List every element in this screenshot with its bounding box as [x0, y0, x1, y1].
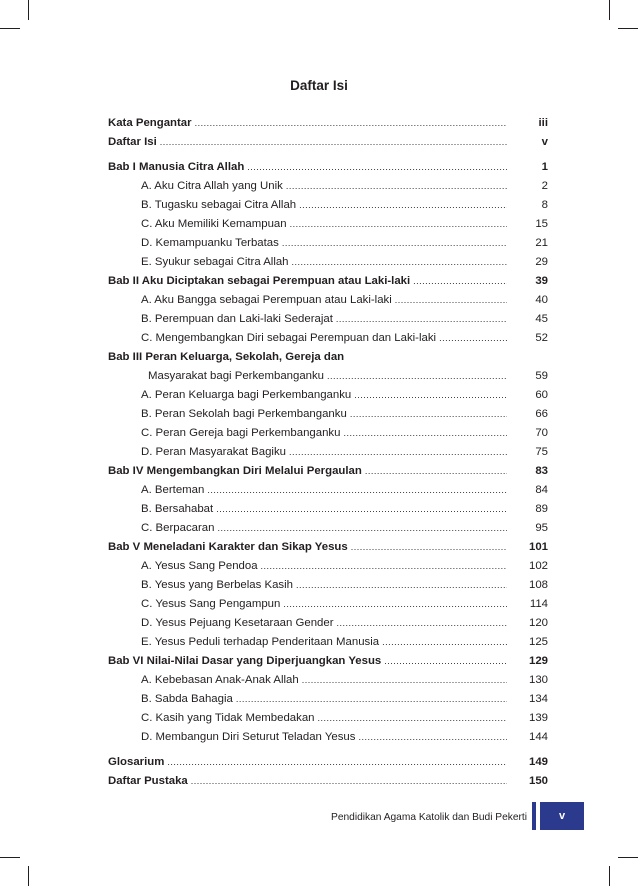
toc-page-number: 125 [528, 636, 548, 648]
toc-page-number: 83 [535, 465, 548, 477]
toc-subentry [108, 405, 548, 424]
toc-entry [108, 753, 548, 772]
toc-entry [108, 462, 548, 481]
toc-page-number: 66 [535, 408, 548, 420]
toc-entry-label: E. Syukur sebagai Citra Allah [141, 256, 289, 268]
toc-entry-label: Bab IV Mengembangkan Diri Melalui Pergaulan [108, 465, 362, 477]
toc-entry-label: D. Yesus Pejuang Kesetaraan Gender [141, 617, 334, 629]
toc-entry-label: Kata Pengantar [108, 117, 192, 129]
dot-leader [286, 177, 507, 196]
toc-page-number: 102 [528, 560, 548, 572]
dot-leader [247, 158, 507, 177]
toc-entry-label: Bab I Manusia Citra Allah [108, 161, 245, 173]
toc-subentry [108, 386, 548, 405]
toc-entry-label: D. Kemampuanku Terbatas [141, 237, 279, 249]
toc-page-number: 89 [535, 503, 548, 515]
toc-entry-label: A. Peran Keluarga bagi Perkembanganku [141, 389, 352, 401]
toc-entry [108, 772, 548, 791]
dot-leader [439, 329, 507, 348]
dot-leader [302, 671, 507, 690]
toc-entry-label: Bab II Aku Diciptakan sebagai Perempuan atau Laki-laki [108, 275, 411, 287]
toc-entry-label: A. Berteman [141, 484, 205, 496]
toc-subentry [108, 215, 548, 234]
dot-leader [236, 690, 507, 709]
toc-entry-label: A. Aku Bangga sebagai Perempuan atau Laki-laki [141, 294, 392, 306]
toc-subentry [108, 500, 548, 519]
toc-entry [108, 367, 548, 386]
toc-subentry [108, 234, 548, 253]
footer-page-number: v [540, 802, 584, 830]
dot-leader [365, 462, 507, 481]
dot-leader [217, 519, 507, 538]
toc-entry-label: B. Sabda Bahagia [141, 693, 233, 705]
toc-entry-label: Bab V Meneladani Karakter dan Sikap Yesus [108, 541, 348, 553]
toc-entry-label: Daftar Pustaka [108, 775, 188, 787]
dot-leader [160, 133, 507, 152]
dot-leader [384, 652, 507, 671]
crop-mark [0, 28, 20, 29]
toc-entry-label: B. Yesus yang Berbelas Kasih [141, 579, 293, 591]
dot-leader [382, 633, 507, 652]
footer-accent-bar [532, 802, 536, 830]
toc-page-number: 1 [541, 161, 548, 173]
toc-subentry [108, 310, 548, 329]
dot-leader [337, 614, 507, 633]
toc-entry-label: C. Mengembangkan Diri sebagai Perempuan dan Laki-laki [141, 332, 437, 344]
toc-entry-label: C. Peran Gereja bagi Perkembanganku [141, 427, 341, 439]
toc-entry-label: B. Perempuan dan Laki-laki Sederajat [141, 313, 333, 325]
toc-entry-label: Masyarakat bagi Perkembanganku [148, 370, 325, 382]
toc-page-number: 150 [528, 775, 548, 787]
toc-entry-label: C. Kasih yang Tidak Membedakan [141, 712, 315, 724]
dot-leader [283, 595, 507, 614]
dot-leader [336, 310, 507, 329]
toc-page-number: 130 [528, 674, 548, 686]
toc-page-number: 52 [535, 332, 548, 344]
toc-page-number: 15 [535, 218, 548, 230]
toc-entry-label: A. Aku Citra Allah yang Unik [141, 180, 283, 192]
toc-subentry [108, 709, 548, 728]
toc-page-number: 60 [535, 389, 548, 401]
toc-subentry [108, 519, 548, 538]
page-title: Daftar Isi [290, 78, 348, 93]
footer-book-title: Pendidikan Agama Katolik dan Budi Pekerti [331, 812, 527, 823]
toc-page-number: 108 [528, 579, 548, 591]
dot-leader [317, 709, 507, 728]
toc-subentry [108, 633, 548, 652]
toc-entry-label: A. Kebebasan Anak-Anak Allah [141, 674, 299, 686]
toc-page-number: 114 [529, 598, 548, 610]
toc-page-number: 144 [528, 731, 548, 743]
crop-mark [28, 866, 29, 886]
toc-subentry [108, 177, 548, 196]
toc-entry-label: B. Peran Sekolah bagi Perkembanganku [141, 408, 347, 420]
crop-mark [28, 0, 29, 20]
toc-entry [108, 652, 548, 671]
toc-entry-label: D. Peran Masyarakat Bagiku [141, 446, 286, 458]
toc-subentry [108, 481, 548, 500]
toc-entry-label: Bab III Peran Keluarga, Sekolah, Gereja dan [108, 351, 345, 363]
toc-subentry [108, 728, 548, 747]
toc-entry-label: D. Membangun Diri Seturut Teladan Yesus [141, 731, 356, 743]
toc-entry [108, 114, 548, 133]
toc-page-number: v [541, 136, 548, 148]
dot-leader [216, 500, 507, 519]
toc-subentry [108, 329, 548, 348]
crop-mark [0, 857, 20, 858]
toc-page-number: 101 [528, 541, 548, 553]
dot-leader [343, 424, 507, 443]
dot-leader [195, 114, 507, 133]
dot-leader [395, 291, 507, 310]
toc-subentry [108, 690, 548, 709]
crop-mark [618, 28, 638, 29]
toc-page-number: 40 [535, 294, 548, 306]
toc-entry-label: Daftar Isi [108, 136, 157, 148]
toc-subentry [108, 557, 548, 576]
dot-leader [299, 196, 507, 215]
dot-leader [413, 272, 507, 291]
toc-page-number: 75 [535, 446, 548, 458]
toc-entry [108, 158, 548, 177]
dot-leader [282, 234, 507, 253]
toc-subentry [108, 443, 548, 462]
toc-entry [108, 538, 548, 557]
toc-subentry [108, 595, 548, 614]
toc-page-number: 120 [528, 617, 548, 629]
toc-page-number: 29 [535, 256, 548, 268]
dot-leader [296, 576, 507, 595]
crop-mark [609, 866, 610, 886]
toc-subentry [108, 424, 548, 443]
toc-page-number: 95 [535, 522, 548, 534]
toc-subentry [108, 614, 548, 633]
toc-entry [108, 133, 548, 152]
toc-page-number: 59 [535, 370, 548, 382]
toc-subentry [108, 196, 548, 215]
crop-mark [609, 0, 610, 20]
toc-subentry [108, 671, 548, 690]
toc-subentry [108, 253, 548, 272]
toc-page-number: 139 [528, 712, 548, 724]
toc-entry-label: C. Aku Memiliki Kemampuan [141, 218, 287, 230]
toc-entry-label: E. Yesus Peduli terhadap Penderitaan Manusia [141, 636, 380, 648]
toc-page-number: 149 [528, 756, 548, 768]
toc-page-number: 39 [535, 275, 548, 287]
toc-entry-label: B. Bersahabat [141, 503, 214, 515]
dot-leader [358, 728, 507, 747]
dot-leader [290, 215, 507, 234]
table-of-contents [108, 114, 548, 791]
toc-page-number: 129 [528, 655, 548, 667]
toc-subentry [108, 576, 548, 595]
toc-entry-label: B. Tugasku sebagai Citra Allah [141, 199, 297, 211]
toc-subentry [108, 291, 548, 310]
dot-leader [207, 481, 507, 500]
dot-leader [354, 386, 507, 405]
toc-entry [108, 348, 548, 367]
dot-leader [292, 253, 507, 272]
toc-page-number: 70 [535, 427, 548, 439]
dot-leader [327, 367, 507, 386]
dot-leader [350, 405, 507, 424]
toc-page-number: 134 [528, 693, 548, 705]
toc-entry-label: A. Yesus Sang Pendoa [141, 560, 258, 572]
toc-page-number: 8 [541, 199, 548, 211]
dot-leader [261, 557, 507, 576]
dot-leader [351, 538, 507, 557]
toc-page-number: 2 [541, 180, 548, 192]
toc-entry-label: C. Yesus Sang Pengampun [141, 598, 281, 610]
toc-entry [108, 272, 548, 291]
dot-leader [289, 443, 507, 462]
dot-leader [167, 753, 507, 772]
toc-page-number: 21 [535, 237, 548, 249]
toc-page-number: 45 [535, 313, 548, 325]
toc-entry-label: Bab VI Nilai-Nilai Dasar yang Diperjuangkan Yesus [108, 655, 382, 667]
crop-mark [618, 857, 638, 858]
toc-entry-label: C. Berpacaran [141, 522, 215, 534]
dot-leader [191, 772, 507, 791]
toc-page-number: iii [538, 117, 548, 129]
toc-page-number: 84 [535, 484, 548, 496]
toc-entry-label: Glosarium [108, 756, 165, 768]
